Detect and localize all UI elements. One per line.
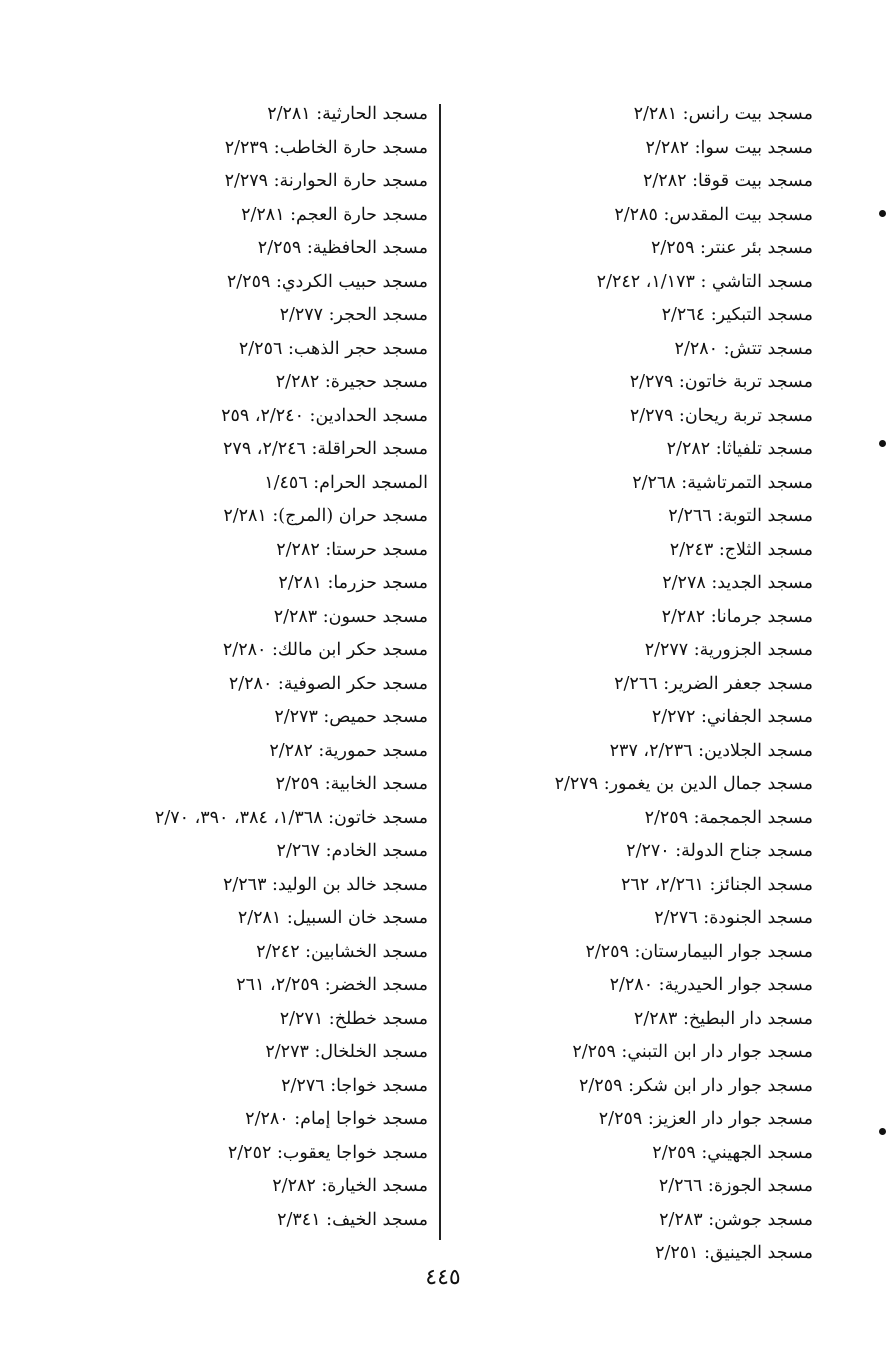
index-entry: مسجد الجوزة: ٢/٢٦٦	[658, 1176, 813, 1196]
index-entry: مسجد الجنائز: ٢/٢٦١، ٢٦٢	[620, 874, 813, 895]
index-entry: مسجد الخلخال: ٢/٢٧٣	[265, 1042, 428, 1062]
index-entry: مسجد الخيارة: ٢/٢٨٢	[272, 1176, 428, 1196]
index-entry: مسجد حميص: ٢/٢٧٣	[274, 707, 428, 727]
index-entry: مسجد خواجا يعقوب: ٢/٢٥٢	[227, 1142, 428, 1163]
index-entry: مسجد حسون: ٢/٢٨٣	[273, 606, 428, 627]
index-entry: مسجد حرستا: ٢/٢٨٢	[276, 539, 428, 560]
index-entry: مسجد جوشن: ٢/٢٨٣	[659, 1209, 813, 1230]
index-entry: مسجد حران (المرج): ٢/٢٨١	[223, 506, 428, 526]
index-entry: مسجد التبكير: ٢/٢٦٤	[661, 305, 813, 325]
index-entry: مسجد جوار دار العزيز: ٢/٢٥٩	[598, 1109, 813, 1129]
index-entry: مسجد خاتون: ١/٣٦٨، ٣٨٤، ٣٩٠، ٢/٧٠	[154, 807, 428, 828]
index-entry: مسجد حجيرة: ٢/٢٨٢	[275, 372, 428, 392]
index-entry: مسجد الحجر: ٢/٢٧٧	[279, 305, 428, 325]
index-column-right	[453, 98, 813, 1271]
index-entry: المسجد الحرام: ١/٤٥٦	[264, 472, 428, 493]
index-entry: مسجد الجينيق: ٢/٢٥١	[655, 1243, 813, 1263]
index-entry: مسجد بئر عنتر: ٢/٢٥٩	[650, 238, 813, 258]
index-entry: مسجد جرمانا: ٢/٢٨٢	[661, 606, 813, 627]
index-entry: مسجد بيت سوا: ٢/٢٨٢	[645, 137, 813, 158]
scan-edge-mark	[879, 210, 886, 217]
index-entry: مسجد حجر الذهب: ٢/٢٥٦	[238, 338, 428, 359]
index-entry: مسجد جوار دار ابن شكر: ٢/٢٥٩	[579, 1075, 813, 1096]
index-entry: مسجد بيت المقدس: ٢/٢٨٥	[614, 204, 813, 225]
index-entry: مسجد الجديد: ٢/٢٧٨	[662, 573, 813, 593]
index-entry: مسجد الخشابين: ٢/٢٤٢	[256, 941, 428, 962]
index-entry: مسجد الخابية: ٢/٢٥٩	[275, 774, 428, 794]
index-entry: مسجد الحدادين: ٢/٢٤٠، ٢٥٩	[221, 405, 428, 426]
index-entry: مسجد حبيب الكردي: ٢/٢٥٩	[226, 271, 428, 292]
index-entry: مسجد الخضر: ٢/٢٥٩، ٢٦١	[236, 975, 428, 995]
index-entry: مسجد الثلاج: ٢/٢٤٣	[669, 539, 813, 560]
index-entry: مسجد الحافظية: ٢/٢٥٩	[257, 238, 428, 258]
scan-edge-mark	[879, 440, 886, 447]
index-entry: مسجد حارة الحوارنة: ٢/٢٧٩	[224, 171, 428, 191]
index-entry: مسجد جناح الدولة: ٢/٢٧٠	[626, 841, 813, 861]
index-column-left	[8, 98, 428, 1237]
index-entry: مسجد الجلادين: ٢/٢٣٦، ٢٣٧	[609, 740, 813, 761]
index-entry: مسجد بيت قوقا: ٢/٢٨٢	[643, 171, 813, 191]
index-entry: مسجد الجمجمة: ٢/٢٥٩	[644, 807, 813, 828]
index-entry: مسجد التمرتاشية: ٢/٢٦٨	[632, 472, 813, 493]
index-entry: مسجد حمورية: ٢/٢٨٢	[269, 740, 428, 761]
index-entry: مسجد جمال الدين بن يغمور: ٢/٢٧٩	[554, 774, 813, 794]
scan-edge-mark	[879, 1128, 886, 1135]
page-number: ٤٤٥	[425, 1265, 461, 1290]
index-entry: مسجد حزرما: ٢/٢٨١	[278, 573, 428, 593]
index-entry: مسجد الخادم: ٢/٢٦٧	[276, 841, 428, 861]
index-entry: مسجد الحارثية: ٢/٢٨١	[267, 104, 428, 124]
index-entry: مسجد حارة العجم: ٢/٢٨١	[241, 204, 428, 225]
index-entry: مسجد حارة الخاطب: ٢/٢٣٩	[224, 137, 428, 158]
index-entry: مسجد التوبة: ٢/٢٦٦	[668, 506, 813, 526]
index-entry: مسجد تربة خاتون: ٢/٢٧٩	[629, 372, 813, 392]
index-entry: مسجد الحراقلة: ٢/٢٤٦، ٢٧٩	[223, 439, 428, 459]
index-entry: مسجد تتش: ٢/٢٨٠	[674, 338, 813, 359]
index-entry: مسجد جوار البيمارستان: ٢/٢٥٩	[585, 941, 813, 962]
index-entry: مسجد تربة ريحان: ٢/٢٧٩	[629, 405, 813, 426]
index-entry: مسجد خواجا إمام: ٢/٢٨٠	[245, 1109, 428, 1129]
index-entry: مسجد التاشي : ١/١٧٣، ٢/٢٤٢	[596, 271, 813, 292]
column-divider	[439, 104, 441, 1240]
index-entry: مسجد دار البطيخ: ٢/٢٨٣	[633, 1008, 813, 1029]
index-entry: مسجد تلفياثا: ٢/٢٨٢	[666, 439, 813, 459]
index-entry: مسجد جوار الحيدرية: ٢/٢٨٠	[609, 975, 813, 995]
index-entry: مسجد جعفر الضرير: ٢/٢٦٦	[614, 673, 813, 694]
index-entry: مسجد الجنودة: ٢/٢٧٦	[654, 908, 813, 928]
index-entry: مسجد الجفاني: ٢/٢٧٢	[651, 707, 813, 727]
index-entry: مسجد الخيف: ٢/٣٤١	[277, 1209, 428, 1230]
index-entry: مسجد خان السبيل: ٢/٢٨١	[237, 908, 428, 928]
index-entry: مسجد بيت رانس: ٢/٢٨١	[633, 104, 813, 124]
index-entry: مسجد خطلخ: ٢/٢٧١	[279, 1008, 428, 1029]
index-entry: مسجد حكر الصوفية: ٢/٢٨٠	[228, 673, 428, 694]
index-entry: مسجد جوار دار ابن التبني: ٢/٢٥٩	[572, 1042, 813, 1062]
index-entry: مسجد الجهيني: ٢/٢٥٩	[652, 1142, 813, 1163]
index-entry: مسجد خالد بن الوليد: ٢/٢٦٣	[222, 874, 428, 895]
index-entry: مسجد خواجا: ٢/٢٧٦	[281, 1075, 428, 1096]
index-entry: مسجد حكر ابن مالك: ٢/٢٨٠	[222, 640, 428, 660]
index-entry: مسجد الجزورية: ٢/٢٧٧	[644, 640, 813, 660]
